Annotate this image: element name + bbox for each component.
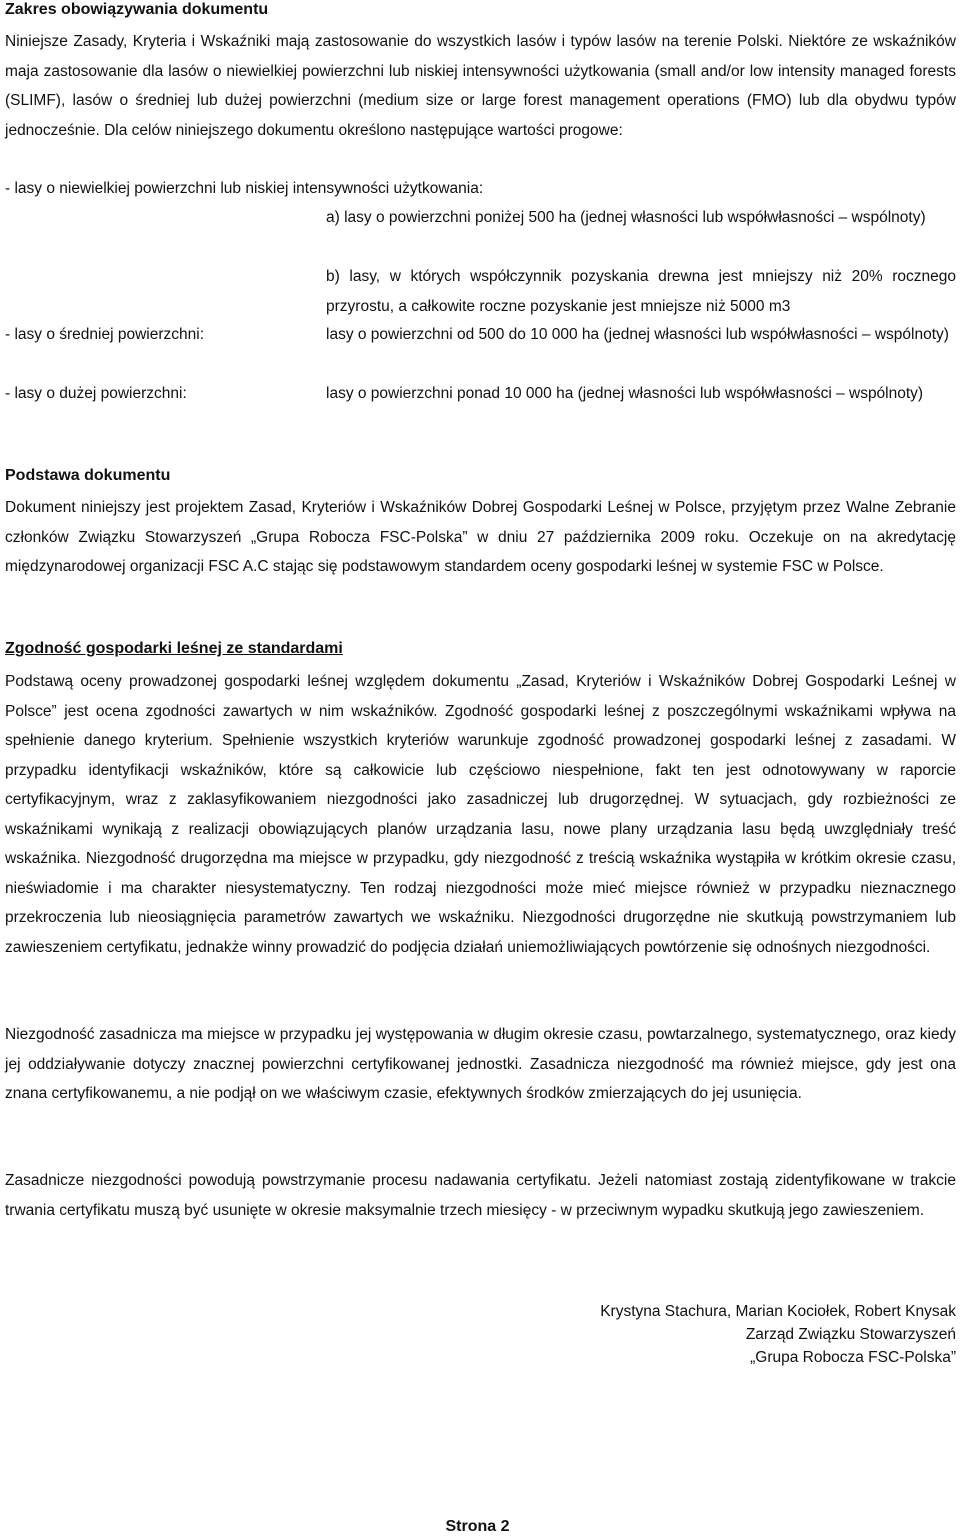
- medium-forest-desc: lasy o powierzchni od 500 do 10 000 ha (jednej własności lub współwłasności – wspólnoty): [326, 326, 949, 343]
- signature-block: [600, 1300, 956, 1369]
- compliance-paragraph-3: Zasadnicze niezgodności powodują powstrzymanie procesu nadawania certyfikatu. Jeżeli natomiast zostają zidentyfikowane w trakcie trwania certyfikatu muszą być usunięte w okresie maksymalnie trzech miesięcy - w przeciwnym wypadku skutkują jego zawieszeniem.: [5, 1172, 956, 1219]
- criterion-a-text: a) lasy o powierzchni poniżej 500 ha (jednej własności lub współwłasności – wspólnoty): [326, 209, 926, 226]
- signature-org: „Grupa Robocza FSC-Polska”: [750, 1349, 956, 1366]
- compliance-paragraph-1: Podstawą oceny prowadzonej gospodarki leśnej względem dokumentu „Zasad, Kryteriów i Wskaźników Dobrej Gospodarki Leśnej w Polsce” jest ocena zgodności zawartych w nim wskaźników. Zgodność gospodarki leśnej z poszczególnymi wskaźnikami wpływa na spełnienie danego kryterium. Spełnienie wszystkich kryteriów warunkuje zgodność prowadzonej gospodarki leśnej z zasadami. W przypadku identyfikacji wskaźników, które są całkowicie lub częściowo niespełnione, fakt ten jest odnotowywany w raporcie certyfikacyjnym, wraz z zaklasyfikowaniem niezgodności jako zasadniczej lub drugorzędnej. W sytuacjach, gdy rozbieżności ze wskaźnikami wynikają z realizacji obowiązujących planów urządzania lasu, nowe plany urządzania lasu będą uwzględniały treść wskaźnika. Niezgodność drugorzędna ma miejsce w przypadku, gdy niezgodność z treścią wskaźnika wystąpiła w krótkim okresie czasu, nieświadomie i ma charakter niesystematyczny. Ten rodzaj niezgodności może mieć miejsce również w przypadku nieznacznego przekroczenia lub nieosiągnięcia parametrów zawartych we wskaźniku. Niezgodności drugorzędne nie skutkują powstrzymaniem lub zawieszeniem certyfikatu, jednakże winny prowadzić do podjęcia działań uniemożliwiających powtórzenie się odnośnych niezgodności.: [5, 673, 956, 956]
- large-forest-desc: lasy o powierzchni ponad 10 000 ha (jednej własności lub współwłasności – wspólnoty): [326, 385, 924, 402]
- large-forest-label: - lasy o dużej powierzchni:: [5, 385, 187, 402]
- criterion-b-text: b) lasy, w których współczynnik pozyskania drewna jest mniejszy niż 20% rocznego przyrostu, a całkowite roczne pozyskanie jest mniejsze niż 5000 m3: [326, 268, 956, 315]
- basis-heading: Podstawa dokumentu: [5, 467, 171, 484]
- scope-paragraph: Niniejsze Zasady, Kryteria i Wskaźniki mają zastosowanie do wszystkich lasów i typów lasów na terenie Polski. Niektóre ze wskaźników maja zastosowanie dla lasów o niewielkiej powierzchni lub niskiej intensywności użytkowania (small and/or low intensity managed forests (SLIMF), lasów o średniej lub dużej powierzchni (medium size or large forest management operations (FMO) lub dla obydwu typów jednocześnie. Dla celów niniejszego dokumentu określono następujące wartości progowe:: [5, 33, 956, 139]
- basis-paragraph: Dokument niniejszy jest projektem Zasad, Kryteriów i Wskaźników Dobrej Gospodarki Leśnej w Polsce, przyjętym przez Walne Zebranie członków Związku Stowarzyszeń „Grupa Robocza FSC-Polska” w dniu 27 października 2009 roku. Oczekuje on na akredytację międzynarodowej organizacji FSC A.C stając się podstawowym standardem oceny gospodarki leśnej w systemie FSC w Polsce.: [5, 499, 956, 575]
- medium-forest-label: - lasy o średniej powierzchni:: [5, 326, 205, 343]
- signature-names: Krystyna Stachura, Marian Kociołek, Robert Knysak: [600, 1303, 956, 1320]
- small-forest-label: - lasy o niewielkiej powierzchni lub niskiej intensywności użytkowania:: [5, 180, 484, 197]
- signature-board: Zarząd Związku Stowarzyszeń: [745, 1326, 956, 1343]
- page-number: Strona 2: [445, 1518, 510, 1535]
- scope-heading: Zakres obowiązywania dokumentu: [5, 1, 269, 18]
- compliance-heading: Zgodność gospodarki leśnej ze standardami: [5, 640, 343, 657]
- compliance-paragraph-2: Niezgodność zasadnicza ma miejsce w przypadku jej występowania w długim okresie czasu, powtarzalnego, systematycznego, oraz kiedy jej oddziaływanie dotyczy znacznej powierzchni certyfikowanej jednostki. Zasadnicza niezgodność ma również miejsce, gdy jest ona znana certyfikowanemu, a nie podjął on we właściwym czasie, efektywnych środków zmierzających do jej usunięcia.: [5, 1026, 956, 1102]
